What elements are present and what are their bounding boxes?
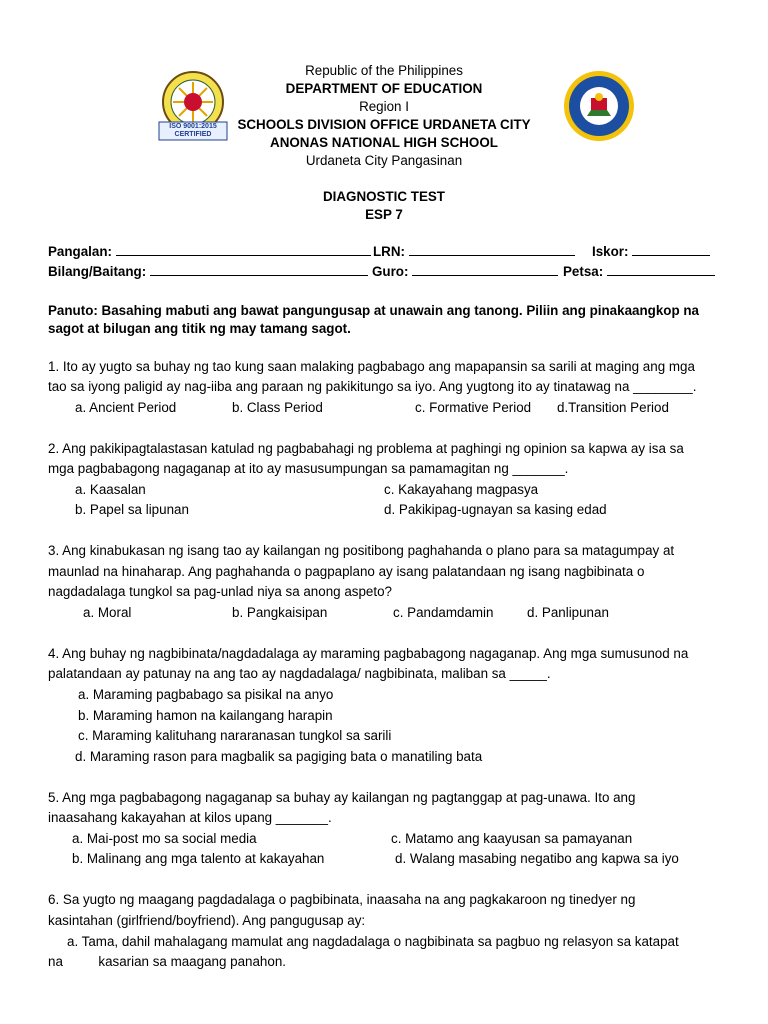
header-republic: Republic of the Philippines bbox=[305, 63, 463, 78]
teacher-field[interactable] bbox=[372, 262, 558, 279]
question-5-option-b[interactable]: b. Malinang ang mga talento at kakayahan bbox=[72, 851, 325, 866]
question-2-option-c[interactable]: c. Kakayahang magpasya bbox=[384, 482, 539, 497]
date-label: Petsa: bbox=[563, 264, 604, 279]
question-1-option-b[interactable]: b. Class Period bbox=[232, 400, 323, 415]
question-5-option-c[interactable]: c. Matamo ang kaayusan sa pamayanan bbox=[391, 831, 633, 846]
test-subject: ESP 7 bbox=[365, 207, 403, 222]
question-1-line1: 1. Ito ay yugto sa buhay ng tao kung saan malaking pagbabago ang mapapansin sa sarili at maging ang mga bbox=[48, 359, 695, 374]
question-1-option-d[interactable]: d.Transition Period bbox=[557, 400, 669, 415]
question-5-option-a[interactable]: a. Mai-post mo sa social media bbox=[72, 831, 257, 846]
question-2-line2: mga pagbabagong nagaganap at ito ay masusumpungan sa pamamagitan ng _______. bbox=[48, 461, 569, 476]
grade-field[interactable] bbox=[48, 262, 368, 279]
name-field[interactable] bbox=[48, 242, 371, 259]
question-6-option-a[interactable]: a. Tama, dahil mahalagang mamulat ang nagdadalaga o nagbibinata sa pagbuo ng relasyon sa katapat bbox=[67, 934, 679, 949]
lrn-field[interactable] bbox=[373, 242, 575, 259]
name-blank[interactable] bbox=[116, 242, 371, 256]
question-3-line3: nagdadalaga tungkol sa pag-unlad niya sa anong aspeto? bbox=[48, 584, 392, 599]
question-4-option-b[interactable]: b. Maraming hamon na kailangang harapin bbox=[78, 708, 333, 723]
instructions-line2: sagot at bilugan ang titik ng may tamang sagot. bbox=[48, 321, 351, 336]
lrn-blank[interactable] bbox=[409, 242, 575, 256]
header-division: SCHOOLS DIVISION OFFICE URDANETA CITY bbox=[237, 117, 531, 132]
question-3-option-c[interactable]: c. Pandamdamin bbox=[393, 605, 494, 620]
question-4-option-a[interactable]: a. Maraming pagbabago sa pisikal na anyo bbox=[78, 687, 334, 702]
question-3-option-d[interactable]: d. Panlipunan bbox=[527, 605, 609, 620]
question-6-option-a-rest: kasarian sa maagang panahon. bbox=[98, 954, 286, 969]
question-6-line1: 6. Sa yugto ng maagang pagdadalaga o pagbibinata, inaasaha na ang pagkakaroon ng tinedyer ng bbox=[48, 892, 636, 907]
question-3-option-a[interactable]: a. Moral bbox=[83, 605, 132, 620]
seal-badge-top: ISO 9001:2015 bbox=[169, 123, 217, 130]
instructions-line1: Panuto: Basahing mabuti ang bawat pangungusap at unawain ang tanong. Piliin ang pinakaangkop na bbox=[48, 303, 699, 318]
question-6-option-a-word: na bbox=[48, 954, 63, 969]
name-label: Pangalan: bbox=[48, 244, 112, 259]
question-4-line2: palatandaan ay patunay na ang tao ay nagdadalaga/ nagbibinata, maliban sa _____. bbox=[48, 666, 551, 681]
score-field[interactable] bbox=[592, 242, 710, 259]
test-title: DIAGNOSTIC TEST bbox=[322, 189, 445, 204]
question-6-option-a-continued[interactable] bbox=[48, 954, 286, 969]
question-3-line2: maunlad na hinaharap. Ang paghahanda o pagpaplano ay isang palatandaan ng isang nagbibinata o bbox=[48, 564, 645, 579]
grade-label: Bilang/Baitang: bbox=[48, 264, 147, 279]
header-region: Region I bbox=[359, 99, 409, 114]
question-4-option-c[interactable]: c. Maraming kalituhang nararanasan tungkol sa sarili bbox=[78, 728, 392, 743]
question-5-line2: inaasahang kakayahan at kilos upang _______. bbox=[48, 810, 332, 825]
seal-badge-bottom: CERTIFIED bbox=[174, 131, 212, 138]
question-6-line2: kasintahan (girlfriend/boyfriend). Ang pangugusap ay: bbox=[48, 913, 366, 928]
question-5-option-d[interactable]: d. Walang masabing negatibo ang kapwa sa iyo bbox=[395, 851, 679, 866]
lrn-label: LRN: bbox=[373, 244, 405, 259]
date-blank[interactable] bbox=[607, 262, 715, 276]
teacher-label: Guro: bbox=[372, 264, 409, 279]
question-4-line1: 4. Ang buhay ng nagbibinata/nagdadalaga ay maraming pagbabagong nagaganap. Ang mga sumusunod na bbox=[48, 646, 689, 661]
grade-blank[interactable] bbox=[150, 262, 368, 276]
question-2-line1: 2. Ang pakikipagtalastasan katulad ng pagbabahagi ng problema at paghingi ng opinion sa kapwa ay isa sa bbox=[48, 441, 684, 456]
score-label: Iskor: bbox=[592, 244, 629, 259]
score-blank[interactable] bbox=[632, 242, 710, 256]
question-1-option-a[interactable]: a. Ancient Period bbox=[75, 400, 177, 415]
teacher-blank[interactable] bbox=[412, 262, 558, 276]
question-3-line1: 3. Ang kinabukasan ng isang tao ay kailangan ng positibong paghahanda o plano para sa matagumpay at bbox=[48, 543, 675, 558]
question-1-option-c[interactable]: c. Formative Period bbox=[415, 400, 532, 415]
question-3-option-b[interactable]: b. Pangkaisipan bbox=[232, 605, 328, 620]
header-department: DEPARTMENT OF EDUCATION bbox=[285, 81, 483, 96]
date-field[interactable] bbox=[563, 262, 715, 279]
header-school: ANONAS NATIONAL HIGH SCHOOL bbox=[270, 135, 498, 150]
question-2-option-a[interactable]: a. Kaasalan bbox=[75, 482, 146, 497]
question-2-option-d[interactable]: d. Pakikipag-ugnayan sa kasing edad bbox=[384, 502, 607, 517]
question-4-option-d[interactable]: d. Maraming rason para magbalik sa pagiging bata o manatiling bata bbox=[75, 749, 483, 764]
question-5-line1: 5. Ang mga pagbabagong nagaganap sa buhay ay kailangan ng pagtanggap at pag-unawa. Ito ang bbox=[48, 790, 636, 805]
question-2-option-b[interactable]: b. Papel sa lipunan bbox=[75, 502, 189, 517]
header-location: Urdaneta City Pangasinan bbox=[305, 153, 463, 168]
question-1-line2: tao sa iyong paligid ay nag-iiba ang paraan ng pakikitungo sa iyo. Ang yugtong ito ay tinatawag na ________. bbox=[48, 379, 697, 394]
